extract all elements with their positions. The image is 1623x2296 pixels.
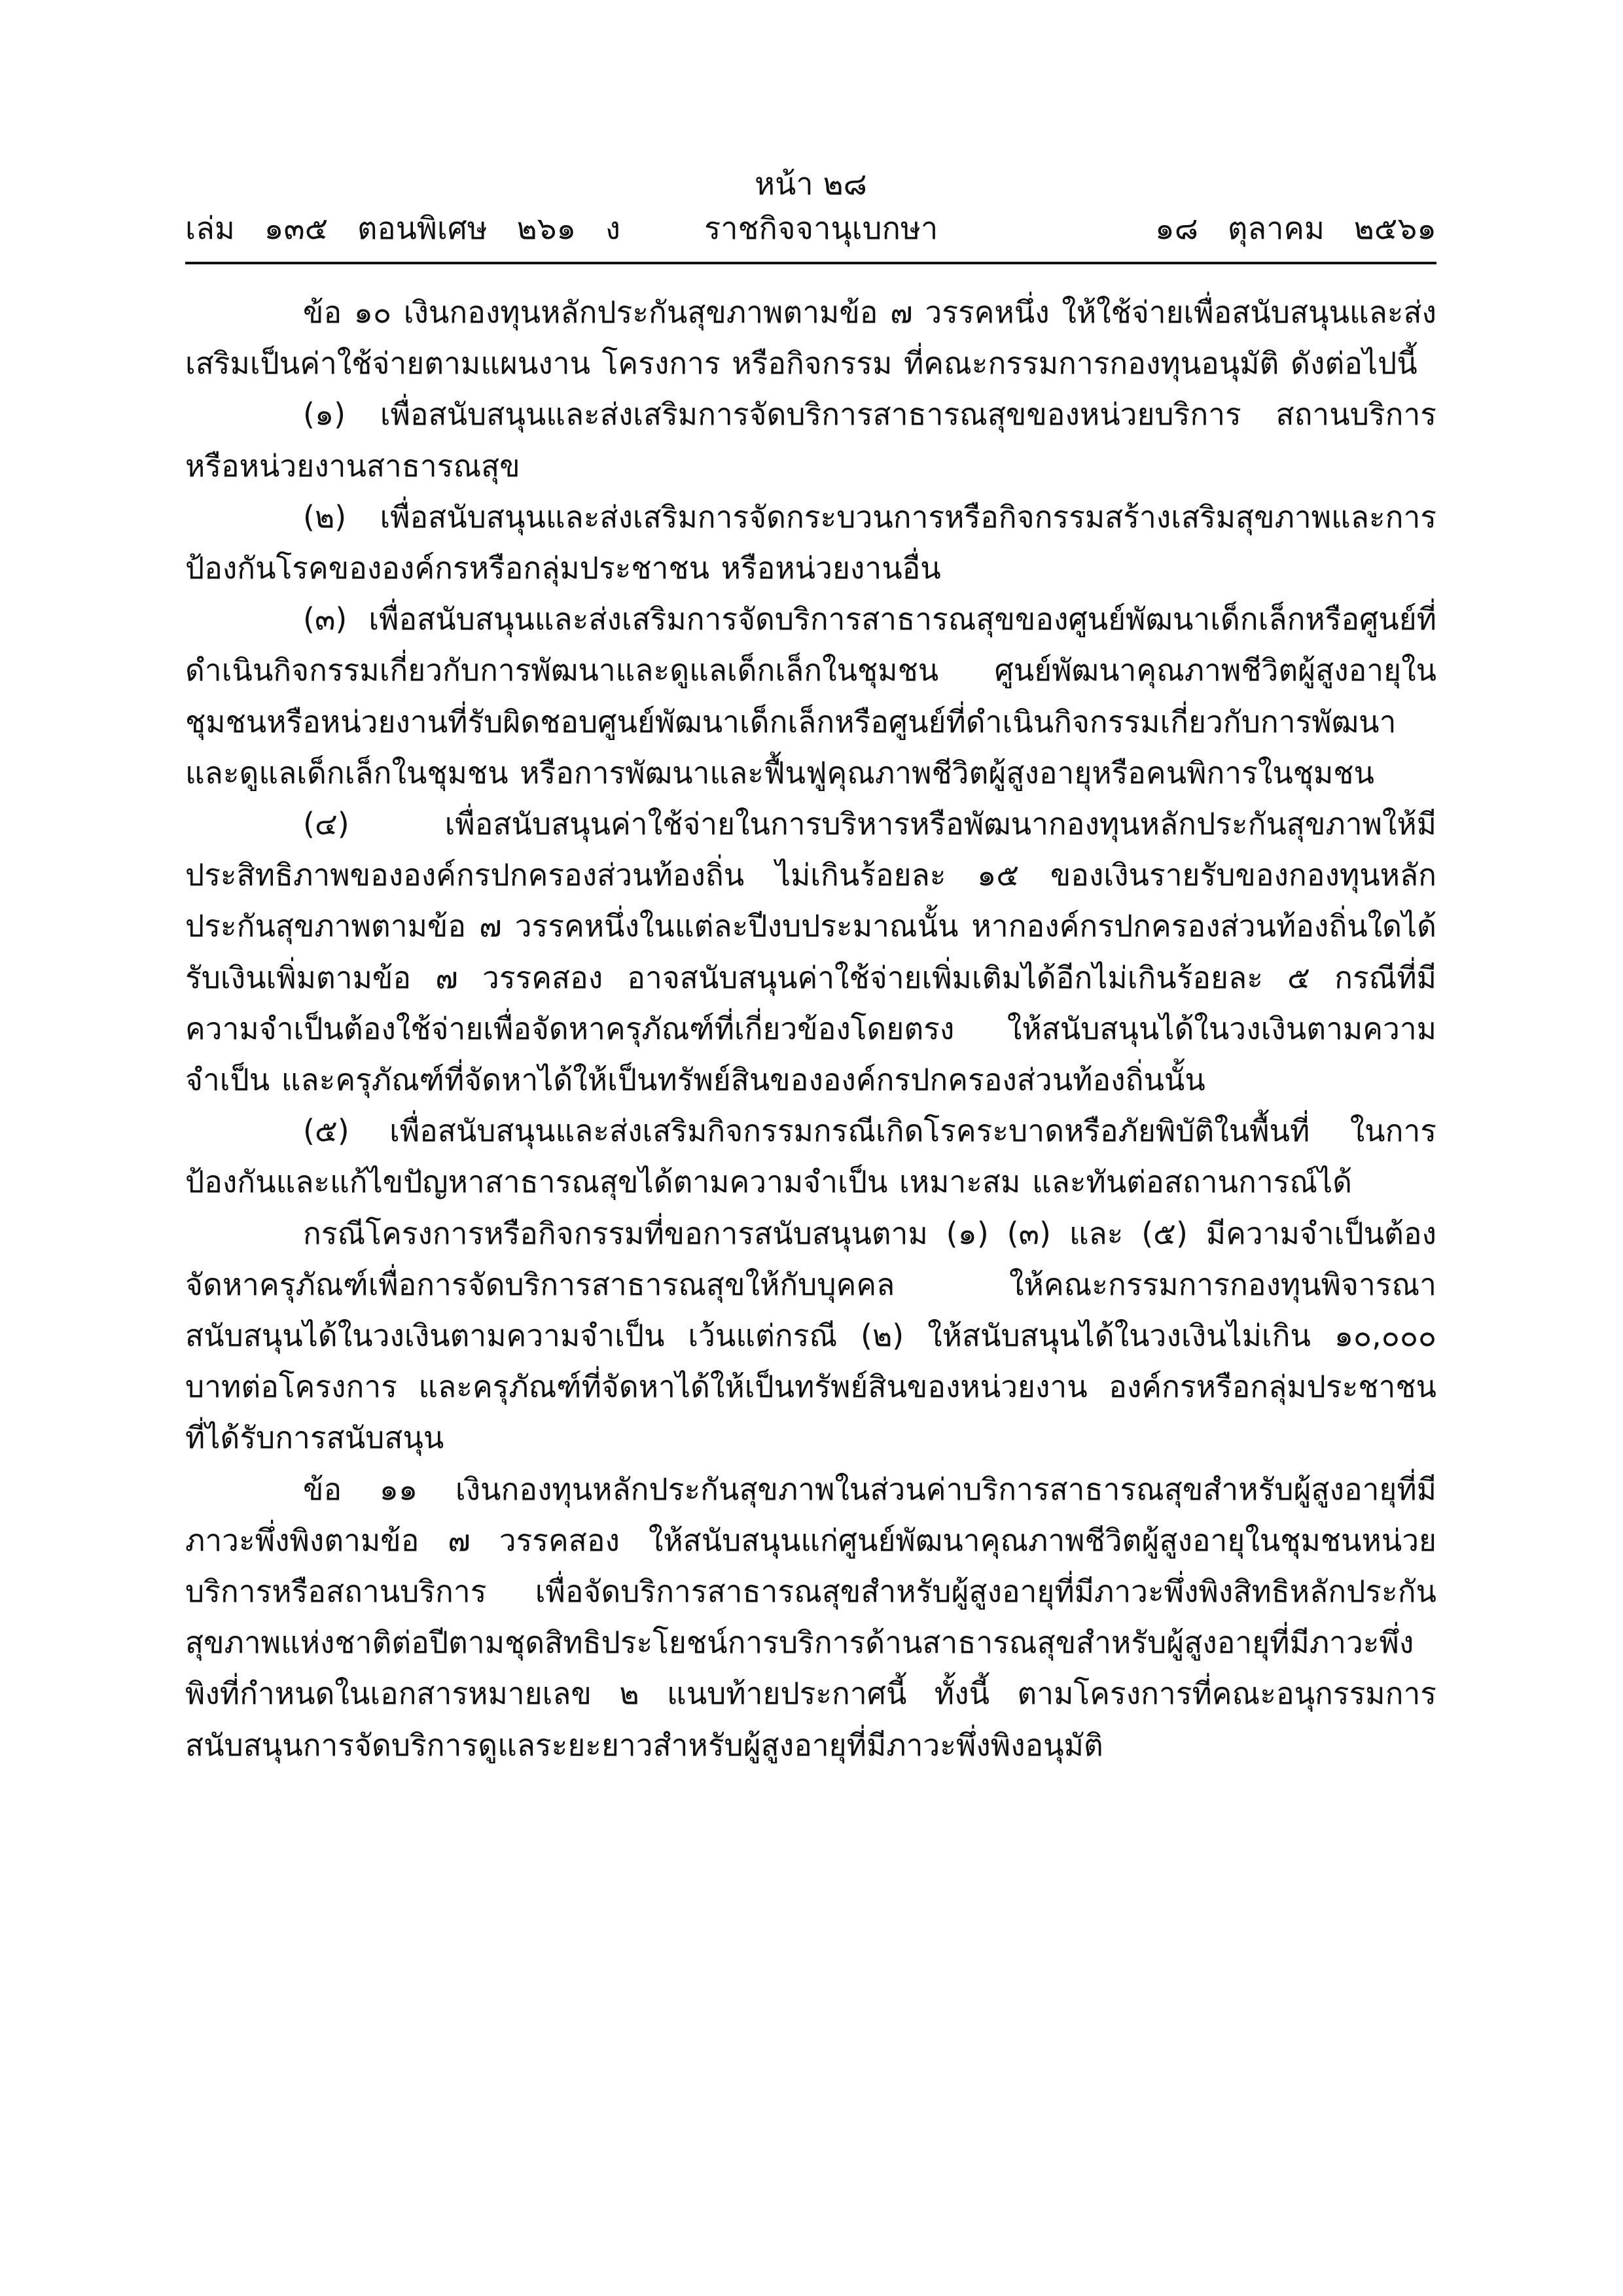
page-number: หน้า ๒๘ — [755, 166, 867, 202]
header-divider — [185, 262, 1436, 264]
clause-10-item-3: (๓) เพื่อสนับสนุนและส่งเสริมการจัดบริการสาธารณสุขของศูนย์พัฒนาเด็กเล็กหรือศูนย์ที่ดำเนินกิจกรรมเกี่ยวกับการพัฒนาและดูแลเด็กเล็กในชุมชน ศูนย์พัฒนาคุณภาพชีวิตผู้สูงอายุในชุมชนหรือหน่วยงานที่รับผิดชอบศูนย์พัฒนาเด็กเล็กหรือศูนย์ที่ดำเนินกิจกรรมเกี่ยวกับการพัฒนาและดูแลเด็กเล็กในชุมชน หรือการพัฒนาและฟื้นฟูคุณภาพชีวิตผู้สูงอายุหรือคนพิการในชุมชน — [185, 601, 1436, 790]
clause-11-paragraph: ข้อ ๑๑ เงินกองทุนหลักประกันสุขภาพในส่วนค่าบริการสาธารณสุขสำหรับผู้สูงอายุที่มีภาวะพึ่งพิงตามข้อ ๗ วรรคสอง ให้สนับสนุนแก่ศูนย์พัฒนาคุณภาพชีวิตผู้สูงอายุในชุมชนหน่วยบริการหรือสถานบริการ เพื่อจัดบริการสาธารณสุขสำหรับผู้สูงอายุที่มีภาวะพึ่งพิงสิทธิหลักประกันสุขภาพแห่งชาติต่อปีตามชุดสิทธิประโยชน์การบริการด้านสาธารณสุขสำหรับผู้สูงอายุที่มีภาวะพึ่งพิงที่กำหนดในเอกสารหมายเลข ๒ แนบท้ายประกาศนี้ ทั้งนี้ ตามโครงการที่คณะอนุกรรมการสนับสนุนการจัดบริการดูแลระยะยาวสำหรับผู้สูงอายุที่มีภาวะพึ่งพิงอนุมัติ — [185, 1471, 1436, 1763]
issue-info: เล่ม ๑๓๕ ตอนพิเศษ ๒๖๑ ง — [185, 211, 620, 247]
journal-name: ราชกิจจานุเบกษา — [704, 211, 938, 247]
header-row — [185, 205, 1436, 253]
clause-10-item-1: (๑) เพื่อสนับสนุนและส่งเสริมการจัดบริการสาธารณสุขของหน่วยบริการ สถานบริการหรือหน่วยงานสาธารณสุข — [185, 397, 1436, 484]
gazette-header — [185, 164, 1436, 253]
document-body — [185, 287, 1436, 1771]
clause-10-item-4: (๔) เพื่อสนับสนุนค่าใช้จ่ายในการบริหารหรือพัฒนากองทุนหลักประกันสุขภาพให้มีประสิทธิภาพขององค์กรปกครองส่วนท้องถิ่น ไม่เกินร้อยละ ๑๕ ของเงินรายรับของกองทุนหลักประกันสุขภาพตามข้อ ๗ วรรคหนึ่งในแต่ละปีงบประมาณนั้น หากองค์กรปกครองส่วนท้องถิ่นใดได้รับเงินเพิ่มตามข้อ ๗ วรรคสอง อาจสนับสนุนค่าใช้จ่ายเพิ่มเติมได้อีกไม่เกินร้อยละ ๕ กรณีที่มีความจำเป็นต้องใช้จ่ายเพื่อจัดหาครุภัณฑ์ที่เกี่ยวข้องโดยตรง ให้สนับสนุนได้ในวงเงินตามความจำเป็น และครุภัณฑ์ที่จัดหาได้ให้เป็นทรัพย์สินขององค์กรปกครองส่วนท้องถิ่นนั้น — [185, 806, 1436, 1098]
issue-date: ๑๘ ตุลาคม ๒๕๖๑ — [1154, 211, 1436, 247]
clause-10-paragraph: ข้อ ๑๐ เงินกองทุนหลักประกันสุขภาพตามข้อ ๗ วรรคหนึ่ง ให้ใช้จ่ายเพื่อสนับสนุนและส่งเสริมเป็นค่าใช้จ่ายตามแผนงาน โครงการ หรือกิจกรรม ที่คณะกรรมการกองทุนอนุมัติ ดังต่อไปนี้ — [185, 294, 1436, 381]
equipment-provision-paragraph: กรณีโครงการหรือกิจกรรมที่ขอการสนับสนุนตาม (๑) (๓) และ (๕) มีความจำเป็นต้องจัดหาครุภัณฑ์เพื่อการจัดบริการสาธารณสุขให้กับบุคคล ให้คณะกรรมการกองทุนพิจารณาสนับสนุนได้ในวงเงินตามความจำเป็น เว้นแต่กรณี (๒) ให้สนับสนุนได้ในวงเงินไม่เกิน ๑๐,๐๐๐ บาทต่อโครงการ และครุภัณฑ์ที่จัดหาได้ให้เป็นทรัพย์สินของหน่วยงาน องค์กรหรือกลุ่มประชาชนที่ได้รับการสนับสนุน — [185, 1215, 1436, 1456]
clause-10-item-5: (๕) เพื่อสนับสนุนและส่งเสริมกิจกรรมกรณีเกิดโรคระบาดหรือภัยพิบัติในพื้นที่ ในการป้องกันและแก้ไขปัญหาสาธารณสุขได้ตามความจำเป็น เหมาะสม และทันต่อสถานการณ์ได้ — [185, 1113, 1436, 1200]
clause-10-item-2: (๒) เพื่อสนับสนุนและส่งเสริมการจัดกระบวนการหรือกิจกรรมสร้างเสริมสุขภาพและการป้องกันโรคขององค์กรหรือกลุ่มประชาชน หรือหน่วยงานอื่น — [185, 499, 1436, 586]
